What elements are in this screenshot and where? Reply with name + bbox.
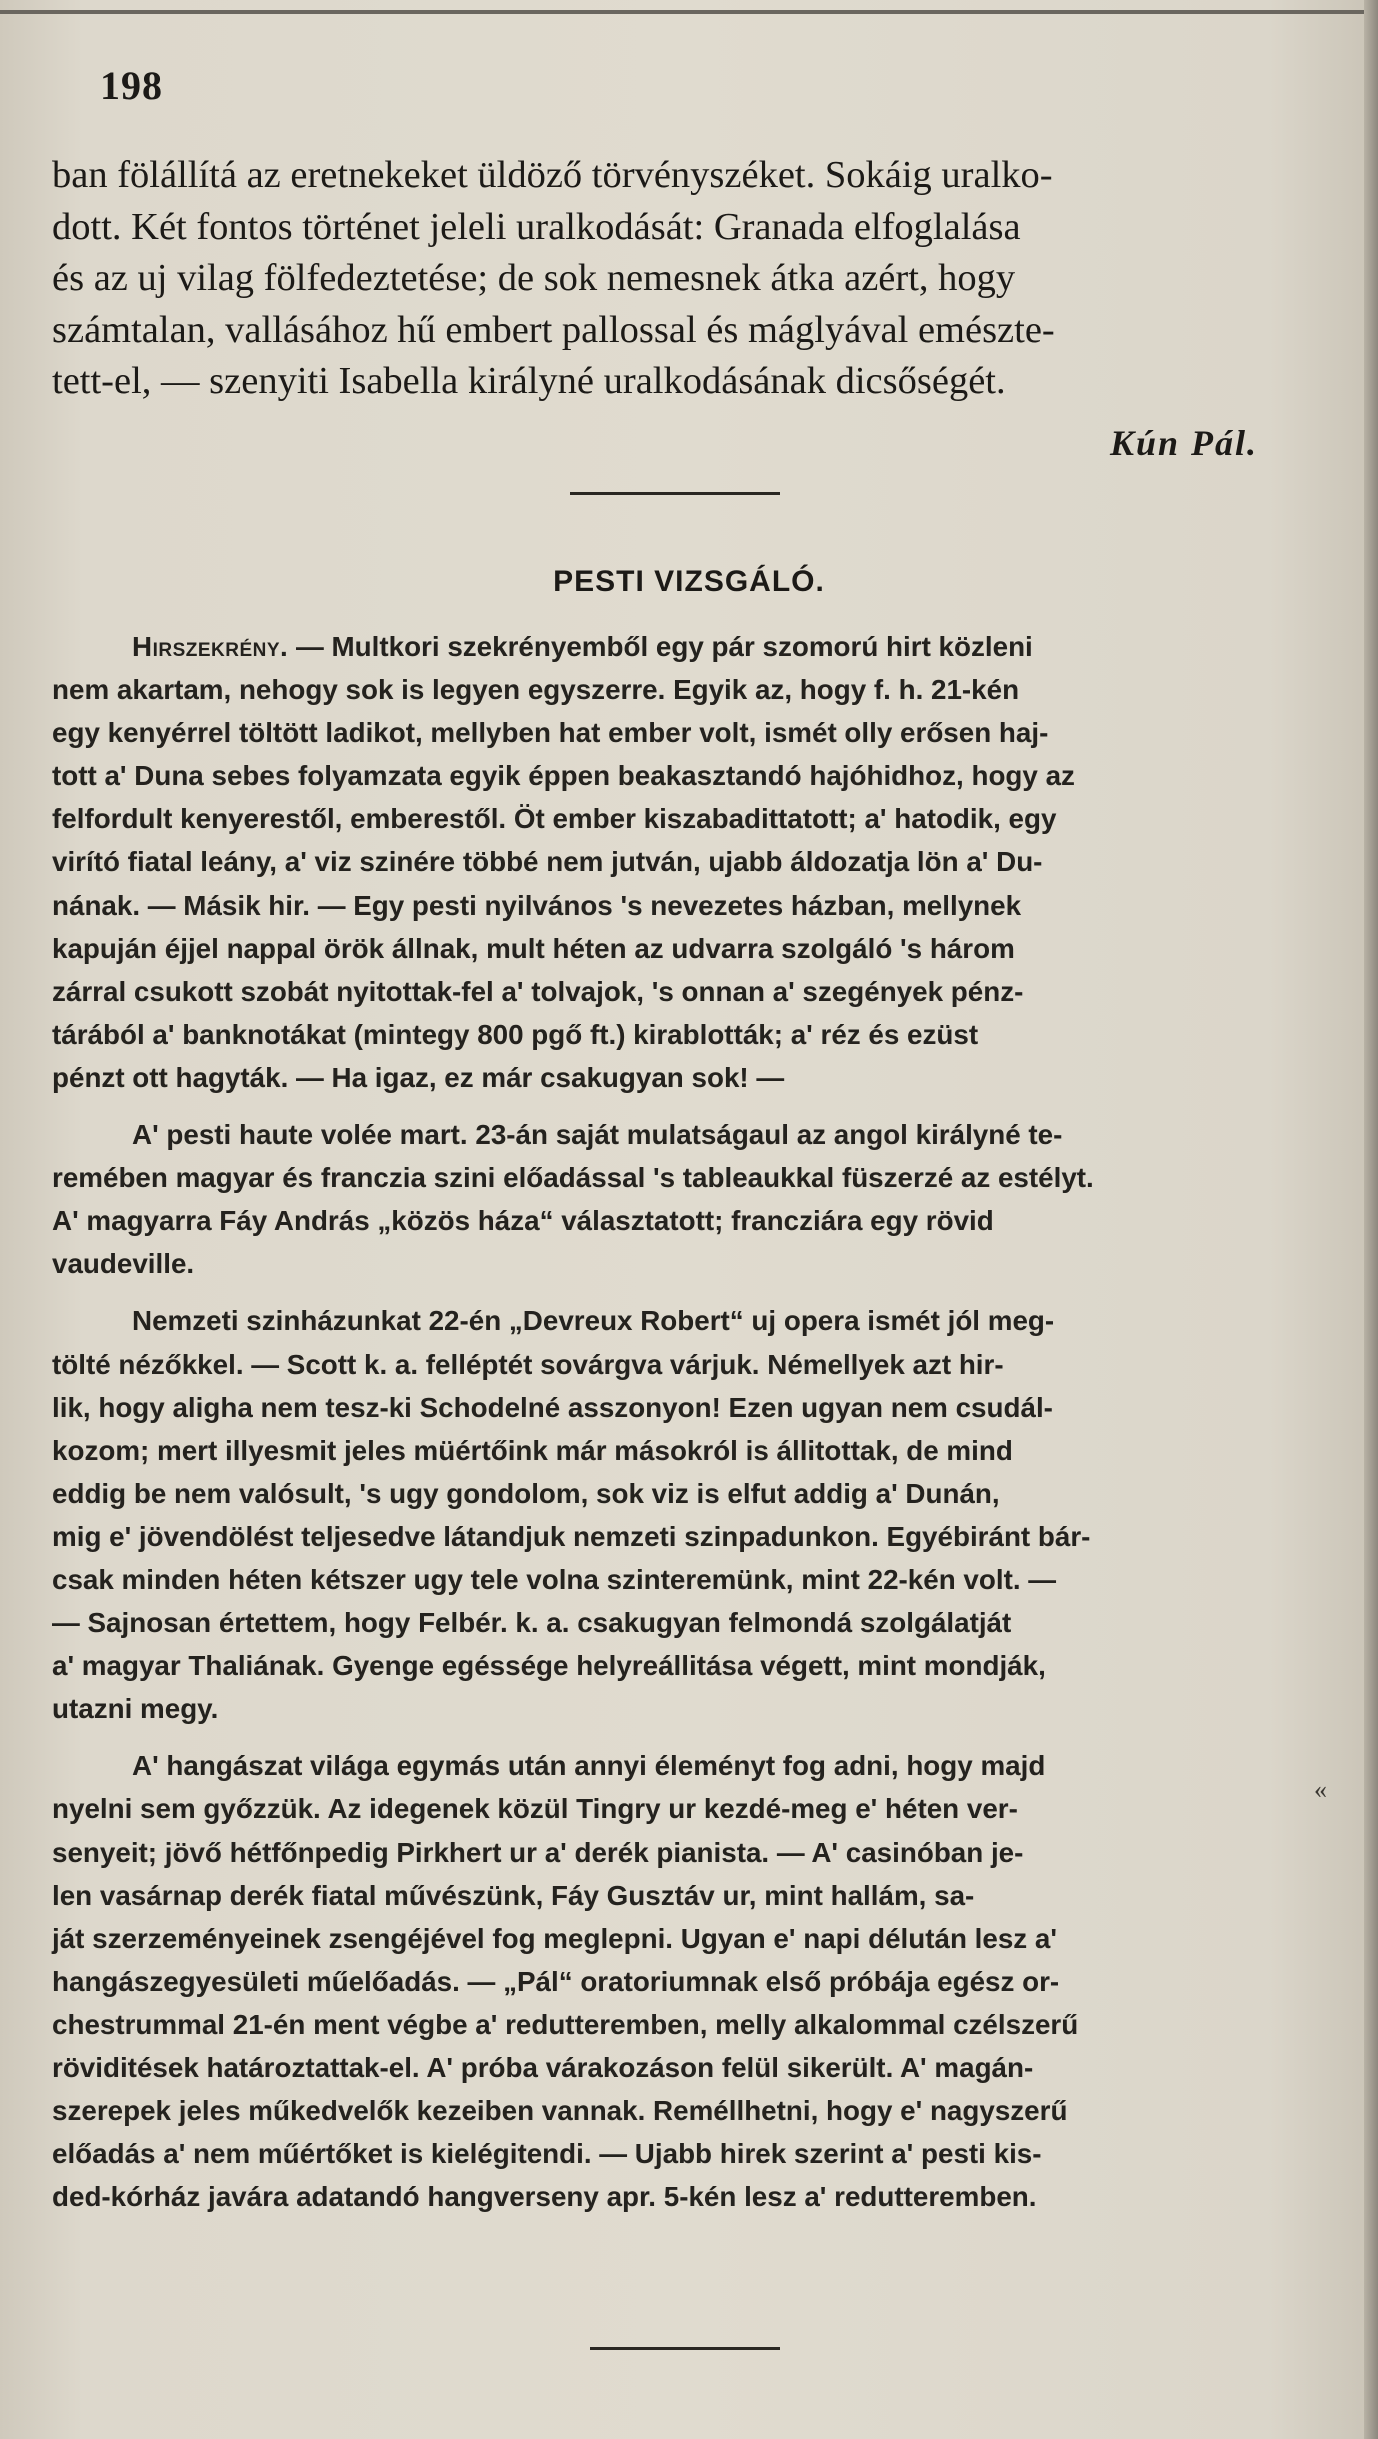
page-edge-shadow <box>1364 0 1378 2439</box>
text-line: len vasárnap derék fiatal művészünk, Fáy Gusztáv ur, mint hallám, sa- <box>52 1879 975 1911</box>
text-line: A' magyarra Fáy András „közös háza“ választatott; francziára egy rövid <box>52 1205 994 1237</box>
text-line: senyeit; jövő hétfőnpedig Pirkhert ur a' derék pianista. — A' casinóban je- <box>52 1836 1024 1868</box>
divider-rule <box>570 492 780 495</box>
text-line: tölté nézőkkel. — Scott k. a. felléptét sovárgva várjuk. Némellyek azt hir- <box>52 1348 1004 1380</box>
article-body <box>52 625 1272 2218</box>
text-line: előadás a' nem műértőket is kielégitendi. — Ujabb hirek szerint a' pesti kis- <box>52 2138 1042 2170</box>
section-title: PESTI VIZSGÁLÓ. <box>553 565 825 598</box>
text-line: szerepek jeles műkedvelők kezeiben vannak. Reméllhetni, hogy e' nagyszerű <box>52 2095 1068 2127</box>
intro-paragraph <box>52 150 1272 408</box>
intro-line: és az uj vilag fölfedeztetése; de sok nemesnek átka azért, hogy <box>52 257 1016 299</box>
text-line: tott a' Duna sebes folyamzata egyik éppen beakasztandó hajóhidhoz, hogy az <box>52 760 1075 792</box>
text-line: felfordult kenyerestől, emberestől. Öt ember kiszabadittatott; a' hatodik, egy <box>52 803 1057 835</box>
text-line: remében magyar és franczia szini előadással 's tableaukkal füszerzé az estélyt. <box>52 1162 1094 1194</box>
text-line: nának. — Másik hir. — Egy pesti nyilvános 's nevezetes házban, mellynek <box>52 889 1022 921</box>
text-line: tárából a' banknotákat (mintegy 800 pgő ft.) kirablották; a' réz és ezüst <box>52 1018 979 1050</box>
text-line: lik, hogy aligha nem tesz-ki Schodelné asszonyon! Ezen ugyan nem csudál- <box>52 1391 1053 1423</box>
top-border-line <box>0 10 1378 14</box>
author-signature: Kún Pál. <box>1110 423 1259 463</box>
text-line: mig e' jövendölést teljesedve látandjuk nemzeti szinpadunkon. Egyébiránt bár- <box>52 1520 1091 1552</box>
text-line: utazni megy. <box>52 1693 219 1725</box>
intro-line: számtalan, vallásához hű embert pallossal és máglyával emészte- <box>52 308 1055 351</box>
text-line: eddig be nem valósult, 's ugy gondolom, sok viz is elfut addig a' Dunán, <box>52 1477 1000 1509</box>
text-line: Hirszekrény. — Multkori szekrényemből egy pár szomorú hirt közleni <box>132 631 1033 662</box>
text-line: pénzt ott hagyták. — Ha igaz, ez már csakugyan sok! — <box>52 1061 785 1093</box>
text-line: A' hangászat világa egymás után annyi éleményt fog adni, hogy majd <box>132 1750 1046 1782</box>
text-line: A' pesti haute volée mart. 23-án saját mulatságaul az angol királyné te- <box>132 1119 1063 1151</box>
text-line: ját szerzeményeinek zsengéjével fog meglepni. Ugyan e' napi délután lesz a' <box>52 1922 1057 1954</box>
text-line: egy kenyérrel töltött ladikot, mellyben hat ember volt, ismét olly erősen haj- <box>52 717 1049 749</box>
paragraph-lead: Hirszekrény. <box>132 631 289 662</box>
text-line: röviditések határoztattak-el. A' próba várakozáson felül sikerült. A' magán- <box>52 2052 1034 2083</box>
text-line: Nemzeti szinházunkat 22-én „Devreux Robert“ uj opera ismét jól meg- <box>132 1305 1055 1337</box>
intro-line: ban fölállítá az eretnekeket üldöző törvényszéket. Sokáig uralko- <box>52 154 1053 196</box>
text-line: zárral csukott szobát nyitottak-fel a' tolvajok, 's onnan a' szegények pénz- <box>52 975 1024 1007</box>
text-line: kozom; mert illyesmit jeles müértőink már másokról is állitottak, de mind <box>52 1434 1013 1466</box>
text-line: nem akartam, nehogy sok is legyen egyszerre. Egyik az, hogy f. h. 21-kén <box>52 674 1020 706</box>
text-line: virító fiatal leány, a' viz szinére többé nem jutván, ujabb áldozatja lön a' Du- <box>52 846 1043 878</box>
text-line: chestrummal 21-én ment végbe a' redutteremben, melly alkalommal czélszerű <box>52 2008 1079 2040</box>
text-line: csak minden héten kétszer ugy tele volna szinteremünk, mint 22-kén volt. — <box>52 1563 1057 1595</box>
text-line: kapuján éjjel nappal örök állnak, mult héten az udvarra szolgáló 's három <box>52 932 1015 964</box>
intro-line: dott. Két fontos történet jeleli uralkodását: Granada elfoglalása <box>52 205 1021 248</box>
margin-mark: « <box>1314 1775 1327 1804</box>
text-line: vaudeville. <box>52 1248 195 1280</box>
text-line: nyelni sem győzzük. Az idegenek közül Tingry ur kezdé-meg e' héten ver- <box>52 1793 1018 1825</box>
end-divider-rule <box>590 2347 780 2350</box>
intro-line: tett-el, — szenyiti Isabella királyné uralkodásának dicsőségét. <box>52 360 1006 402</box>
text-line: — Sajnosan értettem, hogy Felbér. k. a. csakugyan felmondá szolgálatját <box>52 1607 1012 1639</box>
text-line: hangászegyesületi műelőadás. — „Pál“ oratoriumnak első próbája egész or- <box>52 1965 1060 1997</box>
text-line: ded-kórház javára adatandó hangverseny apr. 5-kén lesz a' redutteremben. <box>52 2181 1037 2213</box>
page-number: 198 <box>100 63 163 108</box>
text-line: a' magyar Thaliának. Gyenge egéssége helyreállitása végett, mint mondják, <box>52 1650 1046 1682</box>
